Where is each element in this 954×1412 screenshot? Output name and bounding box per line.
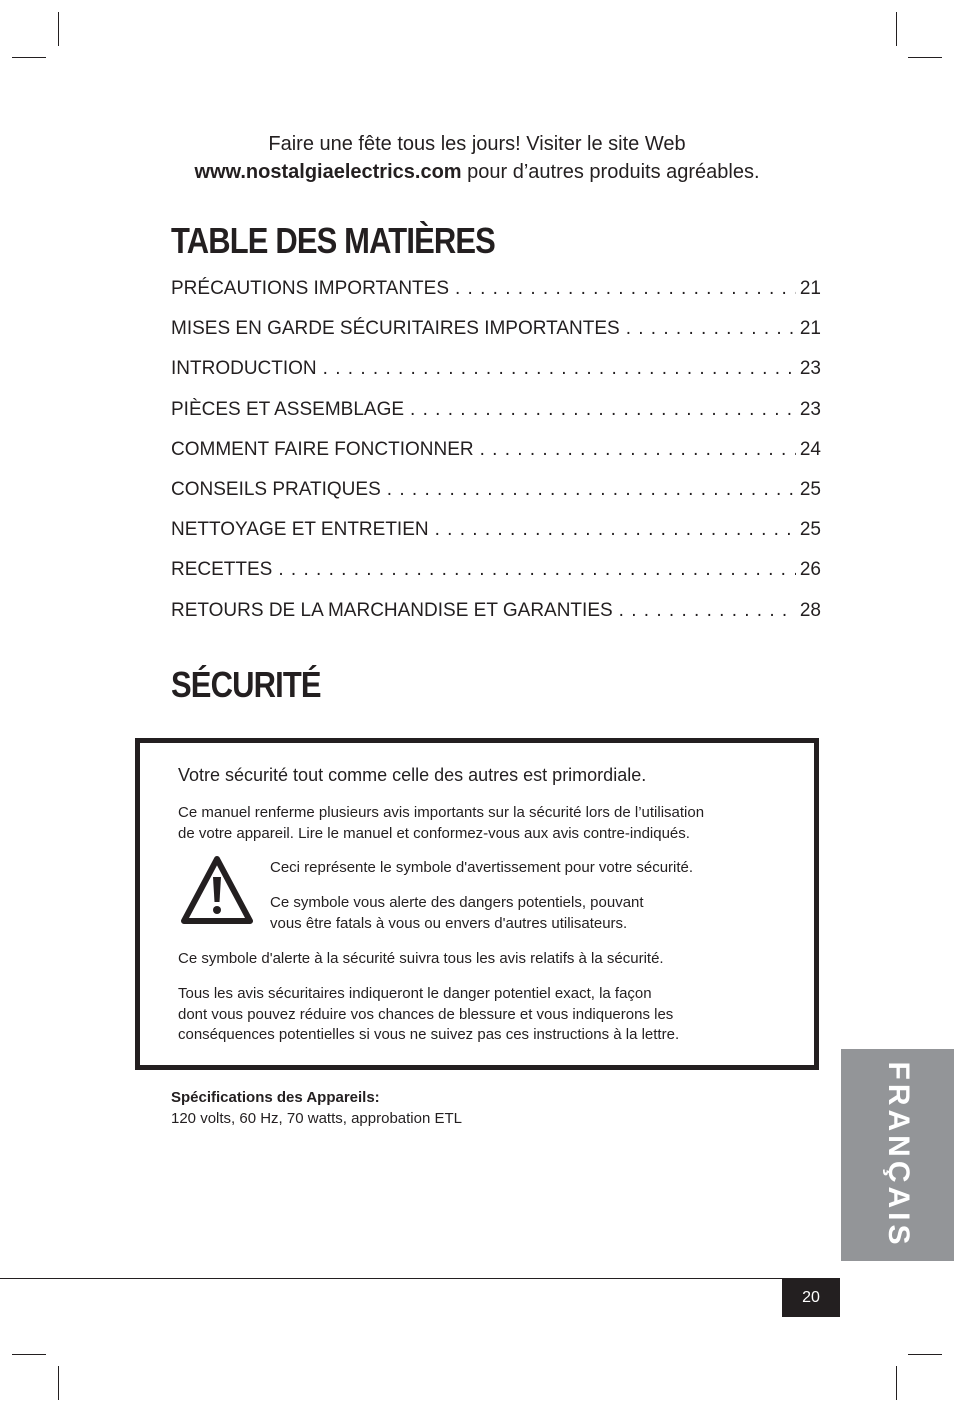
toc-entry[interactable] <box>171 399 821 439</box>
safety-paragraph-3-line: Tous les avis sécuritaires indiqueront le danger potentiel exact, la façon <box>178 985 652 1002</box>
safety-lead: Votre sécurité tout comme celle des autres est primordiale. <box>178 765 647 785</box>
warning-triangle-icon <box>180 855 254 925</box>
toc-entry-label: PIÈCES ET ASSEMBLAGE <box>171 398 405 420</box>
safety-paragraph-3-line: conséquences potentielles si vous ne suivez pas ces instructions à la lettre. <box>178 1026 680 1043</box>
toc-leader-dots <box>626 318 796 340</box>
crop-mark <box>908 57 942 58</box>
safety-title: SÉCURITÉ <box>171 664 321 705</box>
toc-entry-label: NETTOYAGE ET ENTRETIEN <box>171 519 429 541</box>
crop-mark <box>896 12 897 46</box>
toc-leader-dots <box>619 600 796 622</box>
toc-entry[interactable] <box>171 439 821 479</box>
toc-leader-dots <box>435 519 796 541</box>
toc-leader-dots <box>455 278 796 300</box>
language-tab <box>841 1049 954 1261</box>
crop-mark <box>58 12 59 46</box>
symbol-description: Ceci représente le symbole d'avertissement pour votre sécurité. <box>270 859 694 876</box>
safety-paragraph-1-line: de votre appareil. Lire le manuel et conformez-vous aux avis contre-indiqués. <box>178 824 690 842</box>
toc-leader-dots <box>278 559 796 581</box>
promo-line-2 <box>0 158 954 186</box>
specs-value: 120 volts, 60 Hz, 70 watts, approbation ETL <box>171 1110 462 1127</box>
toc-entry[interactable] <box>171 318 821 358</box>
toc-entry-page: 21 <box>799 278 821 299</box>
safety-paragraph-1-line: Ce manuel renferme plusieurs avis importants sur la sécurité lors de l’utilisation <box>178 804 705 821</box>
toc-entry-page: 25 <box>799 478 821 500</box>
crop-mark <box>908 1354 942 1355</box>
language-tab-label: FRANÇAIS <box>881 1061 915 1249</box>
safety-paragraph-3-line: dont vous pouvez réduire vos chances de blessure et vous indiquerons les <box>178 1005 674 1023</box>
symbol-warning-line: Ce symbole vous alerte des dangers potentiels, pouvant <box>270 894 644 911</box>
toc-entry[interactable] <box>171 479 821 519</box>
table-of-contents <box>171 278 821 640</box>
safety-notice-box <box>135 738 819 1070</box>
appliance-specs <box>171 1087 462 1129</box>
toc-entry-page: 23 <box>799 398 821 420</box>
toc-entry-label: RECETTES <box>171 559 273 581</box>
symbol-warning-line: vous être fatals à vous ou envers d'autres utilisateurs. <box>270 914 628 932</box>
toc-entry-page: 24 <box>799 438 821 460</box>
toc-entry-label: CONSEILS PRATIQUES <box>171 478 381 500</box>
website-link[interactable]: www.nostalgiaelectrics.com <box>194 161 462 183</box>
toc-leader-dots <box>323 358 796 380</box>
specs-title: Spécifications des Appareils: <box>171 1089 380 1106</box>
crop-mark <box>12 57 46 58</box>
toc-entry-label: PRÉCAUTIONS IMPORTANTES <box>171 278 449 299</box>
toc-entry-page: 21 <box>799 318 821 340</box>
toc-entry[interactable] <box>171 519 821 559</box>
toc-leader-dots <box>410 399 796 421</box>
safety-paragraph-1 <box>178 803 704 844</box>
toc-entry-label: RETOURS DE LA MARCHANDISE ET GARANTIES <box>171 599 613 621</box>
page-number: 20 <box>782 1279 840 1317</box>
toc-entry-label: MISES EN GARDE SÉCURITAIRES IMPORTANTES <box>171 318 620 340</box>
toc-entry-page: 26 <box>799 559 821 581</box>
safety-paragraph-3 <box>178 984 679 1046</box>
promo-text <box>0 130 954 186</box>
toc-title: TABLE DES MATIÈRES <box>171 220 495 261</box>
promo-line-2-rest: pour d’autres produits agréables. <box>461 161 760 183</box>
crop-mark <box>58 1366 59 1400</box>
toc-entry-label: INTRODUCTION <box>171 358 317 380</box>
promo-line-1: Faire une fête tous les jours! Visiter le site Web <box>268 133 686 155</box>
toc-entry[interactable] <box>171 559 821 599</box>
toc-entry[interactable] <box>171 600 821 640</box>
toc-entry[interactable] <box>171 358 821 398</box>
footer-rule <box>0 1278 840 1279</box>
crop-mark <box>12 1354 46 1355</box>
toc-entry-page: 28 <box>799 599 821 621</box>
toc-entry-label: COMMENT FAIRE FONCTIONNER <box>171 438 474 460</box>
toc-leader-dots <box>480 439 796 461</box>
symbol-warning <box>270 893 644 934</box>
toc-entry[interactable] <box>171 278 821 318</box>
crop-mark <box>896 1366 897 1400</box>
toc-entry-page: 25 <box>799 519 821 541</box>
safety-paragraph-2: Ce symbole d'alerte à la sécurité suivra tous les avis relatifs à la sécurité. <box>178 950 664 967</box>
toc-entry-page: 23 <box>799 358 821 380</box>
toc-leader-dots <box>387 479 796 501</box>
